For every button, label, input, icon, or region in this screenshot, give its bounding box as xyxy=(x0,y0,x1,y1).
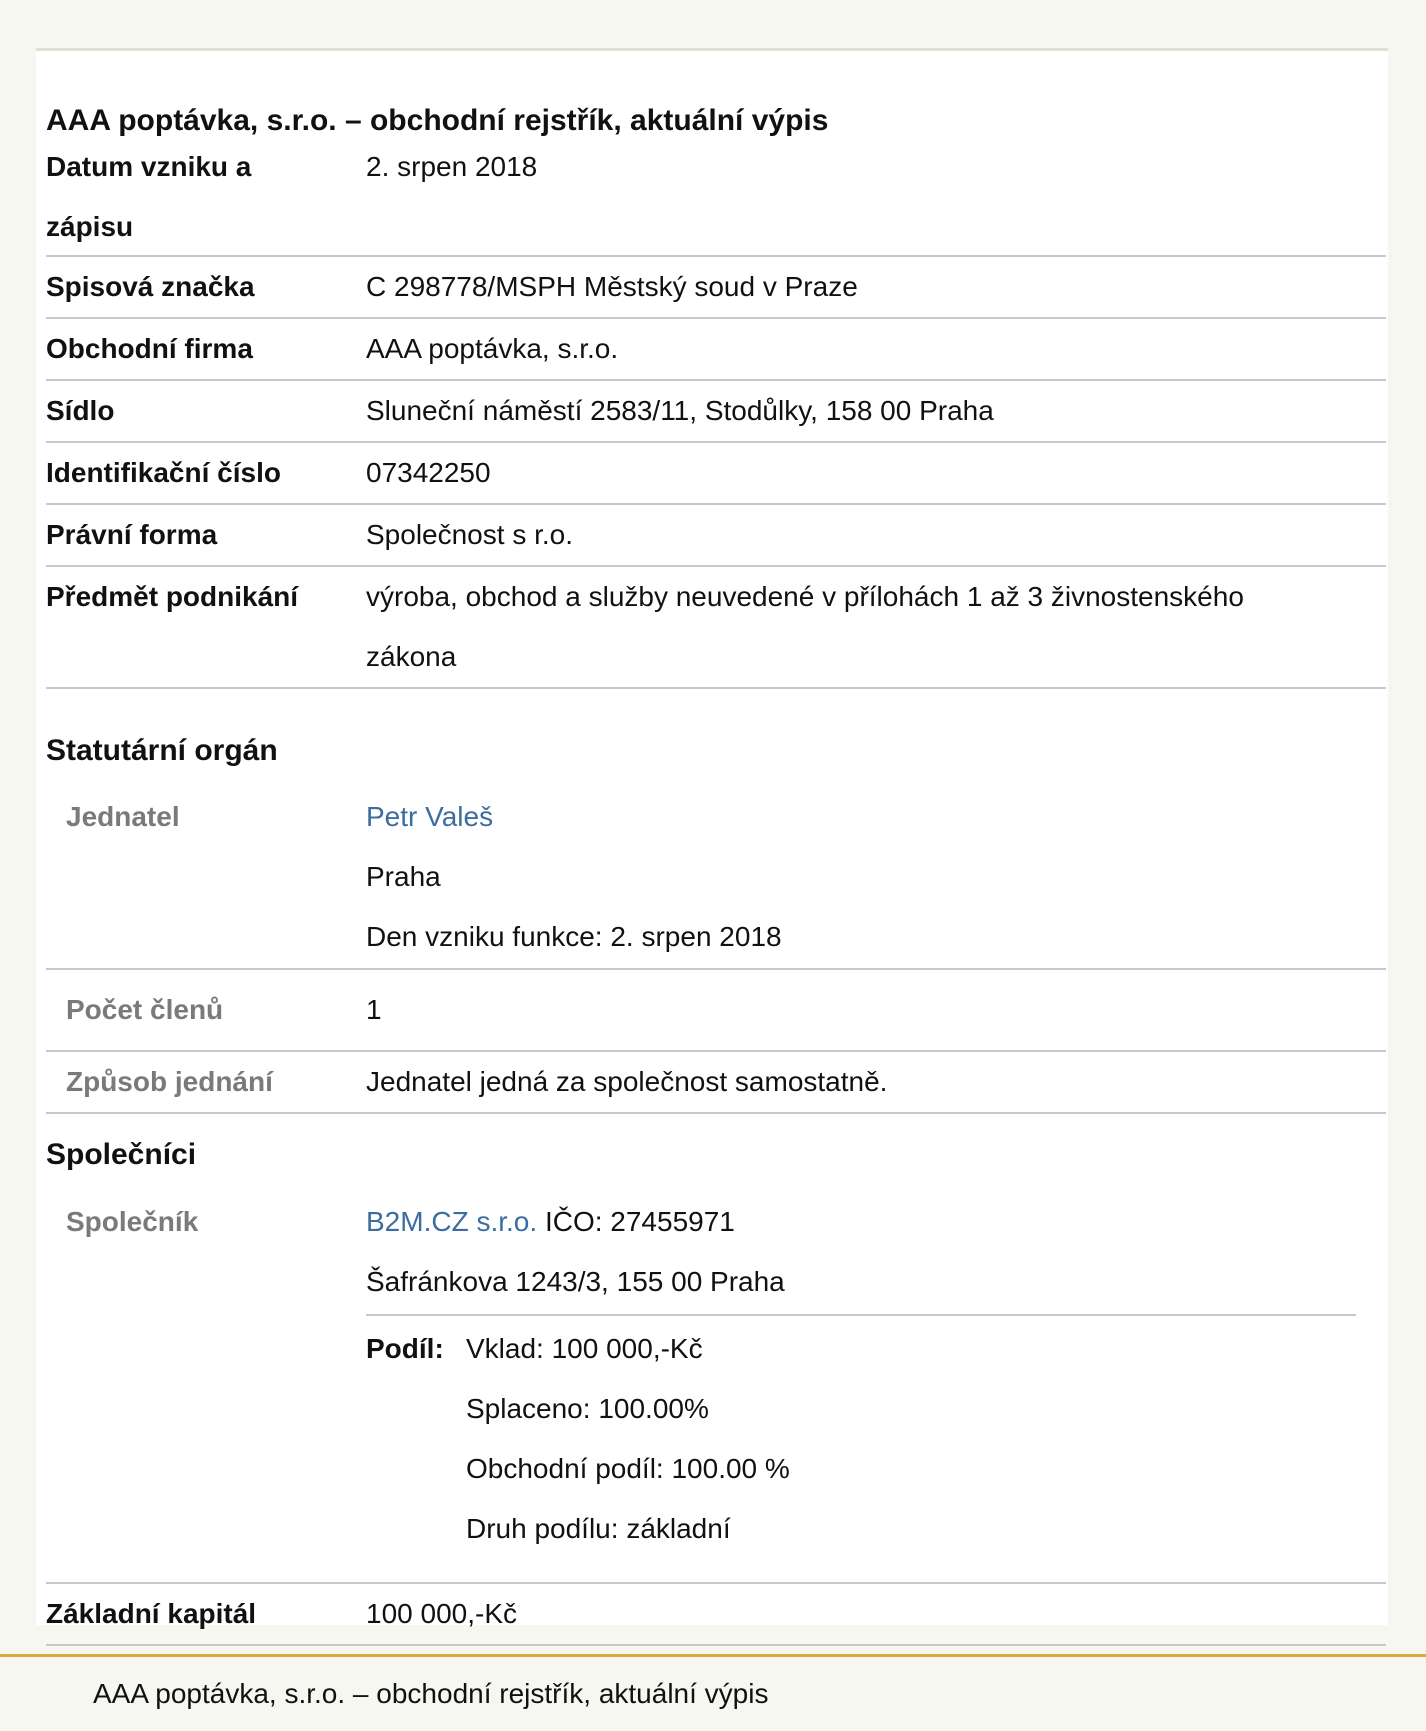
row-legal-form xyxy=(46,505,1386,567)
row-value: AAA poptávka, s.r.o. xyxy=(366,333,619,364)
function-start: Den vzniku funkce: 2. srpen 2018 xyxy=(366,921,782,952)
share-business-share: Obchodní podíl: 100.00 % xyxy=(466,1453,790,1484)
row-label: Způsob jednání xyxy=(66,1066,273,1097)
row-seat xyxy=(46,381,1386,443)
row-member-count xyxy=(46,970,1386,1052)
share-label: Podíl: xyxy=(366,1333,444,1364)
row-value: 1 xyxy=(366,994,382,1025)
row-value xyxy=(366,567,1366,687)
row-label xyxy=(46,137,356,257)
row-value: Jednatel jedná za společnost samostatně. xyxy=(366,1066,888,1097)
partner-address: Šafránkova 1243/3, 155 00 Praha xyxy=(366,1266,785,1297)
row-label: Společník xyxy=(66,1206,199,1237)
row-id-number xyxy=(46,443,1386,505)
row-business-activity xyxy=(46,567,1386,689)
row-value: 2. srpen 2018 xyxy=(366,151,538,182)
share-divider xyxy=(366,1314,1356,1316)
section-heading-statutory: Statutární orgán xyxy=(46,734,278,767)
row-value: C 298778/MSPH Městský soud v Praze xyxy=(366,271,858,302)
row-label: Identifikační číslo xyxy=(46,457,281,488)
row-acting-method xyxy=(46,1052,1386,1114)
row-value-line-2: zákona xyxy=(366,641,457,672)
row-registered-capital xyxy=(46,1584,1386,1646)
row-value xyxy=(366,1192,1366,1312)
row-label-line-2: zápisu xyxy=(46,211,134,242)
row-value: 07342250 xyxy=(366,457,491,488)
row-label: Počet členů xyxy=(66,994,224,1025)
row-label: Právní forma xyxy=(46,519,218,550)
row-file-number xyxy=(46,257,1386,319)
row-value: 100 000,-Kč xyxy=(366,1598,517,1629)
row-partner xyxy=(46,1192,1386,1584)
row-executive xyxy=(46,787,1386,970)
section-heading-partners: Společníci xyxy=(46,1138,197,1171)
row-label: Jednatel xyxy=(66,801,180,832)
share-details xyxy=(466,1319,790,1559)
person-city: Praha xyxy=(366,861,441,892)
row-business-name xyxy=(46,319,1386,381)
row-label: Sídlo xyxy=(46,395,115,426)
share-paid: Splaceno: 100.00% xyxy=(466,1393,709,1424)
register-extract-card xyxy=(36,48,1388,1629)
row-value xyxy=(366,787,1366,967)
share-type: Druh podílu: základní xyxy=(466,1513,731,1544)
row-value-line-1: výroba, obchod a služby neuvedené v přílohách 1 až 3 živnostenského xyxy=(366,581,1244,612)
row-value: Sluneční náměstí 2583/11, Stodůlky, 158 00 Praha xyxy=(366,395,994,426)
footer xyxy=(0,1654,1426,1731)
row-label: Spisová značka xyxy=(46,271,255,302)
row-founding-date xyxy=(46,137,1386,257)
row-label: Obchodní firma xyxy=(46,333,253,364)
row-label-line-1: Datum vzniku a xyxy=(46,151,252,182)
row-value: Společnost s r.o. xyxy=(366,519,574,550)
row-label: Základní kapitál xyxy=(46,1598,257,1629)
share-deposit: Vklad: 100 000,-Kč xyxy=(466,1333,703,1364)
page-title: AAA poptávka, s.r.o. – obchodní rejstřík, aktuální výpis xyxy=(46,104,829,137)
row-label: Předmět podnikání xyxy=(46,581,299,612)
partner-link[interactable]: B2M.CZ s.r.o. xyxy=(366,1206,538,1237)
person-link[interactable]: Petr Valeš xyxy=(366,801,494,832)
partner-ico: IČO: 27455971 xyxy=(544,1206,735,1237)
footer-title: AAA poptávka, s.r.o. – obchodní rejstřík, aktuální výpis xyxy=(93,1678,769,1709)
